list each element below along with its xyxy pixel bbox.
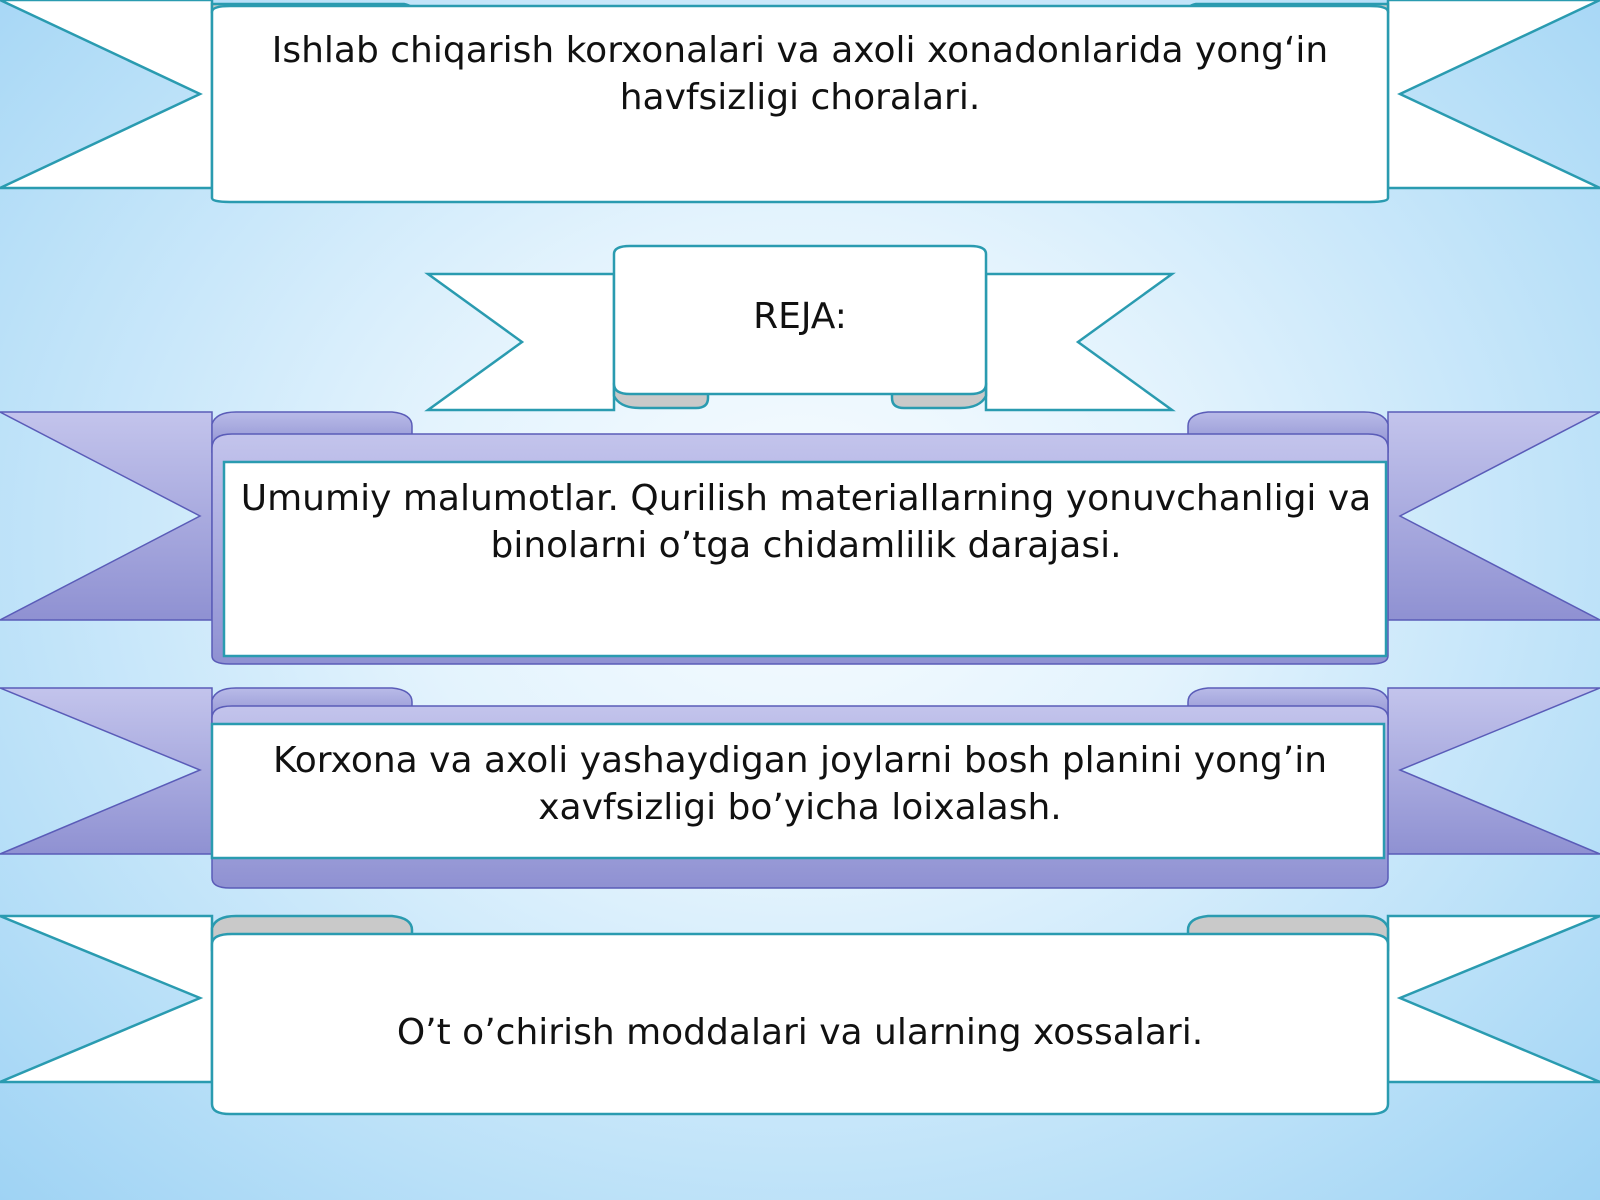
plan-heading <box>620 280 980 354</box>
slide-title-text: Ishlab chiqarish korxonalari va axoli xonadonlarida yong‘in havfsizligi choralari. <box>271 30 1329 118</box>
item-3-ribbon-left-tail <box>0 916 212 1082</box>
plan-item-1 <box>232 468 1380 578</box>
title-ribbon-right-tail <box>1388 0 1600 188</box>
plan-heading-text: REJA: <box>753 295 847 337</box>
item-1-ribbon-right-tail <box>1388 412 1600 620</box>
plan-item-1-text: Umumiy malumotlar. Qurilish materiallarning yonuvchanligi va binolarni o’tga chidamlilik darajasi. <box>240 478 1372 566</box>
plan-item-2 <box>240 732 1360 838</box>
item-3-ribbon-right-tail <box>1388 916 1600 1082</box>
plan-ribbon-right-tail <box>986 274 1172 410</box>
title-ribbon-left-tail <box>0 0 212 188</box>
plan-item-2-text: Korxona va axoli yashaydigan joylarni bosh planini yong’in xavfsizligi bo’yicha loixalash. <box>272 740 1328 828</box>
item-2-ribbon-right-tail <box>1388 688 1600 854</box>
item-1-ribbon-left-tail <box>0 412 212 620</box>
plan-ribbon-left-tail <box>428 274 614 410</box>
slide-title <box>230 20 1370 130</box>
item-2-ribbon-left-tail <box>0 688 212 854</box>
plan-item-3 <box>240 1000 1360 1066</box>
plan-item-3-text: O’t o’chirish moddalari va ularning xossalari. <box>396 1011 1204 1053</box>
